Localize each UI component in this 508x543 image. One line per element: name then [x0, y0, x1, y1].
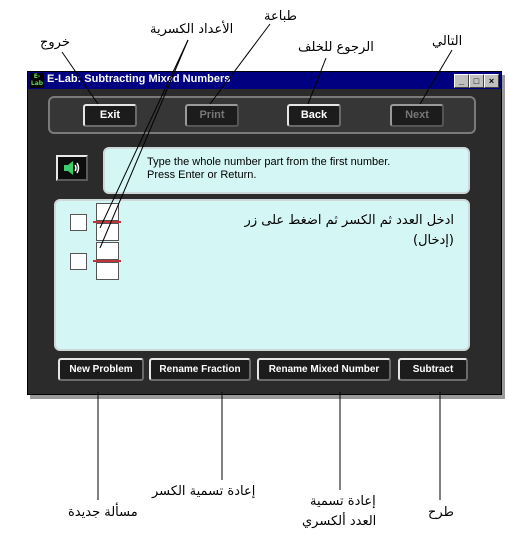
app-window — [27, 71, 502, 395]
window-title: E-Lab: Subtracting Mixed Numbers — [47, 73, 231, 85]
numerator-input-1[interactable] — [96, 203, 119, 221]
toolbar-panel — [48, 96, 476, 134]
callout-exit: خروج — [40, 35, 70, 50]
maximize-button[interactable]: □ — [469, 74, 484, 88]
callout-rename-mixed-2: العدد ألكسري — [302, 514, 377, 529]
arabic-instruction-line-1: ادخل العدد ثم الكسر ثم اضغط على زر — [244, 213, 454, 228]
arabic-instruction-line-2: (إدخال) — [413, 233, 454, 248]
instruction-box — [103, 147, 470, 194]
speaker-button[interactable] — [56, 155, 88, 181]
denominator-input-2[interactable] — [96, 262, 119, 280]
rename-mixed-number-button[interactable]: Rename Mixed Number — [257, 358, 391, 381]
back-button[interactable]: Back — [287, 104, 341, 127]
whole-number-input-1[interactable] — [70, 214, 87, 231]
work-area — [54, 199, 470, 351]
callout-fractional-numbers: الأعداد الكسرية — [150, 22, 234, 37]
minimize-button[interactable]: _ — [454, 74, 469, 88]
exit-button[interactable]: Exit — [83, 104, 137, 127]
callout-print: طباعة — [264, 9, 297, 24]
instruction-line-1: Type the whole number part from the first number. — [147, 156, 391, 168]
print-button[interactable]: Print — [185, 104, 239, 127]
callout-new-problem: مسألة جديدة — [68, 505, 138, 520]
next-button[interactable]: Next — [390, 104, 444, 127]
close-button[interactable]: × — [484, 74, 499, 88]
instruction-line-2: Press Enter or Return. — [147, 169, 257, 181]
callout-back: الرجوع للخلف — [298, 40, 374, 55]
callout-rename-mixed-1: إعادة تسمية — [310, 494, 376, 509]
app-icon: E-Lab — [30, 73, 44, 87]
rename-fraction-button[interactable]: Rename Fraction — [149, 358, 251, 381]
callout-rename-fraction: إعادة تسمية الكسر — [152, 484, 256, 499]
subtract-button[interactable]: Subtract — [398, 358, 468, 381]
speaker-icon — [63, 161, 81, 175]
denominator-input-1[interactable] — [96, 223, 119, 241]
callout-next: التالي — [432, 34, 463, 49]
title-bar[interactable] — [28, 72, 501, 89]
new-problem-button[interactable]: New Problem — [58, 358, 144, 381]
numerator-input-2[interactable] — [96, 242, 119, 260]
whole-number-input-2[interactable] — [70, 253, 87, 270]
callout-subtract: طرح — [428, 505, 454, 520]
